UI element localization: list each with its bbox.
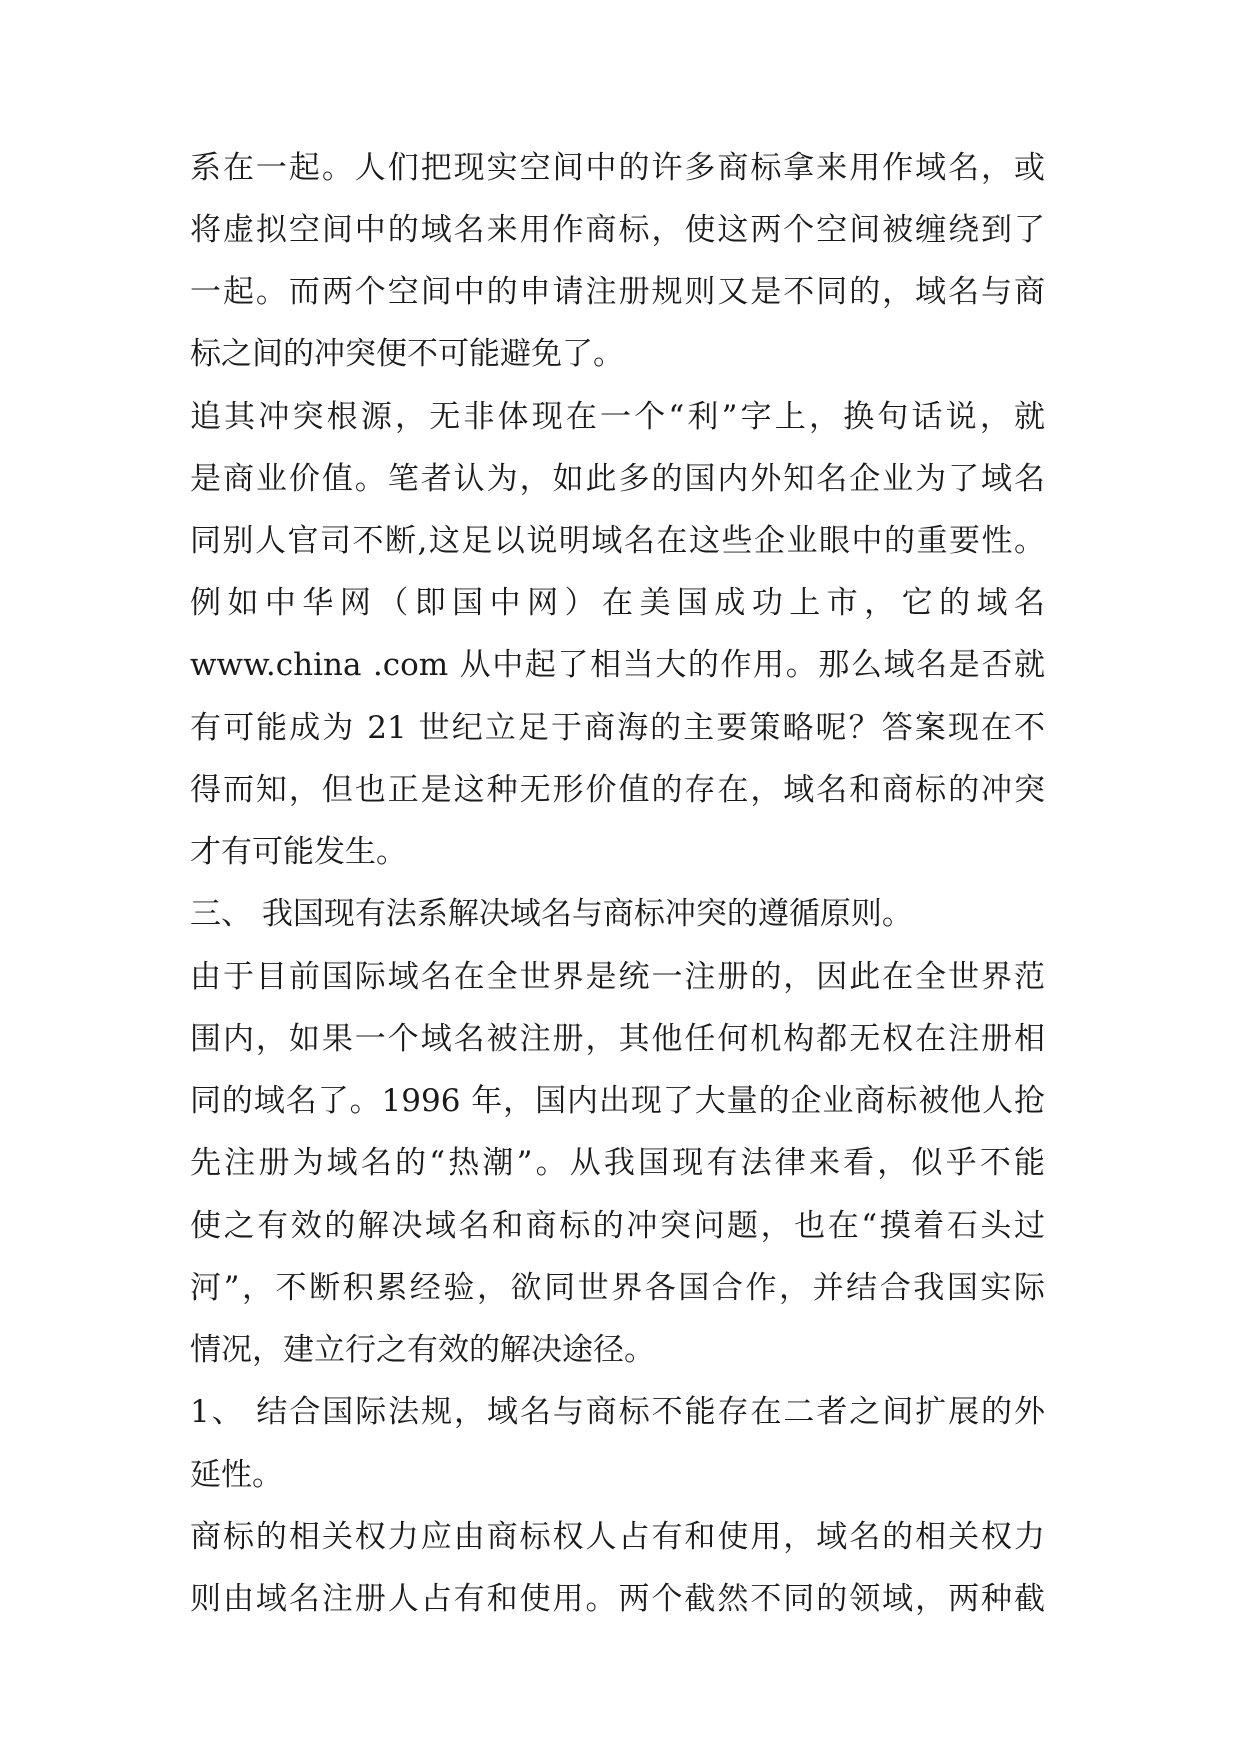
text-line: 同别人官司不断,这足以说明域名在这些企业眼中的重要性。 xyxy=(190,523,1045,559)
text-line: 才有可能发生。 xyxy=(190,834,407,870)
text-line: 系在一起。人们把现实空间中的许多商标拿来用作域名，或 xyxy=(190,150,1045,186)
text-line: 有可能成为 21 世纪立足于商海的主要策略呢？答案现在不 xyxy=(190,710,1045,746)
text-line: 同的域名了。1996 年，国内出现了大量的企业商标被他人抢 xyxy=(190,1083,1045,1119)
text-line: 由于目前国际域名在全世界是统一注册的，因此在全世界范 xyxy=(190,959,1045,995)
text-line: 追其冲突根源，无非体现在一个“利”字上，换句话说，就 xyxy=(190,399,1045,435)
text-line: 得而知，但也正是这种无形价值的存在，域名和商标的冲突 xyxy=(190,772,1045,808)
section-heading: 三、 我国现有法系解决域名与商标冲突的遵循原则。 xyxy=(190,896,913,932)
text-line: 一起。而两个空间中的申请注册规则又是不同的，域名与商 xyxy=(190,274,1045,310)
text-line: 使之有效的解决域名和商标的冲突问题，也在“摸着石头过 xyxy=(190,1208,1045,1244)
text-line: 是商业价值。笔者认为，如此多的国内外知名企业为了域名 xyxy=(190,461,1045,497)
text-line: 将虚拟空间中的域名来用作商标，使这两个空间被缠绕到了 xyxy=(190,212,1045,248)
text-line: 例如中华网（即国中网）在美国成功上市，它的域名 xyxy=(190,585,1045,621)
text-line: 标之间的冲突便不可能避免了。 xyxy=(190,336,624,372)
text-line: 商标的相关权力应由商标权人占有和使用，域名的相关权力 xyxy=(190,1519,1045,1555)
text-line: 河”，不断积累经验，欲同世界各国合作，并结合我国实际 xyxy=(190,1270,1045,1306)
text-line: 围内，如果一个域名被注册，其他任何机构都无权在注册相 xyxy=(190,1021,1045,1057)
text-line: 则由域名注册人占有和使用。两个截然不同的领域，两种截 xyxy=(190,1581,1045,1617)
text-line: 先注册为域名的“热潮”。从我国现有法律来看，似乎不能 xyxy=(190,1145,1045,1181)
text-line: www.china .com 从中起了相当大的作用。那么域名是否就 xyxy=(190,647,1045,683)
subsection-heading: 1、 结合国际法规，域名与商标不能存在二者之间扩展的外 xyxy=(190,1394,1045,1430)
text-line: 情况，建立行之有效的解决途径。 xyxy=(190,1332,655,1368)
subsection-heading-continued: 延性。 xyxy=(190,1457,283,1493)
